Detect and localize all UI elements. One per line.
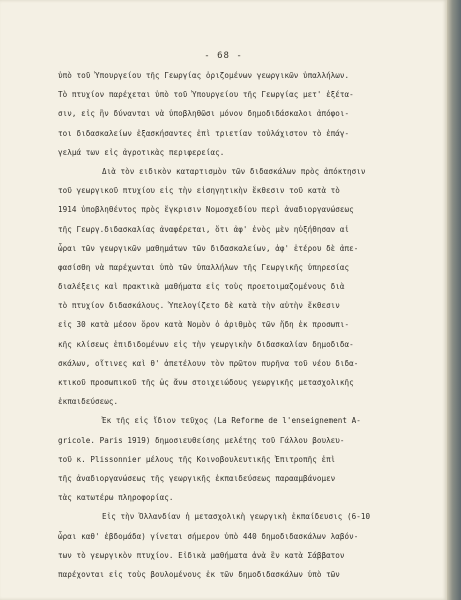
text-line: εἰς 30 κατὰ μέσον ὅρον κατὰ Νομὸν ὁ ἀριθμὸς τῶν ἤδη ἐκ προσωπι- [58, 320, 350, 330]
text-line: τῆς Γεωργ.διδασκαλίας ἀναφέρεται, ὅτι ἀφ' ἑνὸς μὲν ηὐξήθησαν αἱ [58, 224, 350, 234]
text-line: σκάλων, οἵτινες καὶ θ' ἀπετέλουν τὸν πρῶτον πυρῆνα τοῦ νέου διδα- [58, 358, 359, 368]
text-line: κῆς κλίσεως ἐπιδιδομένων εἰς τὴν γεωργικὴν διδασκαλίαν δημοδιδα- [58, 339, 354, 349]
text-line: ἐκπαιδεύσεως. [58, 397, 119, 407]
text-line: τοι διδασκαλείων ἐξασκήσαντες ἐπὶ τριετίαν τοὐλάχιστον τὸ ἐπάγ- [58, 128, 350, 138]
text-line: γελμά των εἰς ἀγροτικὰς περιφερείας. [58, 147, 225, 157]
text-line: τῆς ἀναδιοργανώσεως τῆς γεωργικῆς ἐκπαιδεύσεως παρααμβάνομεν [58, 473, 336, 483]
text-line: Διὰ τὸν ειδικὸν καταρτισμὸν τῶν διδασκάλων πρὸς ἀπόκτησιν [102, 166, 366, 176]
text-line: τὰς κατωτέρω πληροφορίας. [58, 493, 174, 503]
page-number: - 68 - [204, 51, 243, 61]
text-line: τὸ πτυχίον διδασκάλους. Ὑπελογίζετο δὲ κατὰ τὴν αὐτὴν ἔκθεσιν [58, 301, 340, 311]
body-text [58, 66, 428, 584]
text-line: Τὸ πτυχίον παρέχεται ὑπὸ τοῦ Ὑπουργείου τῆς Γεωργίας μετ' ἐξέτα- [58, 90, 354, 100]
text-line: διαλέξεις καὶ πρακτικὰ μαθήματα εἰς τοὺς προετοιμαζομένους διὰ [58, 282, 345, 292]
text-line: ὧραι καθ' ἑβδομάδα) γίνεται σήμερον ὑπὸ 440 δημοδιδασκάλων λαβόν- [58, 531, 359, 541]
text-line: Εἰς τὴν Ὁλλανδίαν ἡ μετασχολικὴ γεωργικὴ ἐκπαίδευσις (6-10 [102, 512, 371, 522]
text-line: 1914 ὑποβληθέντος πρὸς ἔγκρισιν Νομοσχεδίου περὶ ἀναδιοργανώσεως [58, 205, 354, 215]
text-line: τοῦ γεωργικοῦ πτυχίου εἰς τὴν εἰσηγητικὴν ἔκθεσιν τοῦ κατὰ τὸ [58, 186, 340, 196]
text-line: των τὸ γεωργικὸν πτυχίον. Εἰδικὰ μαθήματα ἀνὰ ἓν κατὰ Σάββατον [58, 550, 345, 560]
text-line: κτικοῦ προσωπικοῦ τῆς ὡς ἄνω στοιχειώδους γεωργικῆς μετασχολικῆς [58, 378, 354, 387]
text-line: gricole. Paris 1919) δημοσιευθείσης μελέτης τοῦ Γάλλου βουλευ- [58, 435, 345, 445]
binder-edge [447, 0, 461, 600]
text-line: τοῦ κ. Plissonnier μέλους τῆς Κοινοβουλευτικῆς Ἐπιτροπῆς ἐπὶ [58, 454, 336, 464]
text-line: φασίσθη νὰ παρέχωνται ὑπὸ τῶν ὑπαλλήλων τῆς Γεωργικῆς ὑπηρεσίας [58, 262, 350, 272]
text-line: σιν, εἰς ἣν δύνανται νὰ ὑποβληθῶσι μόνον δημοδιδάσκαλοι ἀπόφοι- [58, 109, 350, 119]
text-line: Ἐκ τῆς εἰς ἴδιον τεῦχος (La Reforme de l'enseignement A- [102, 416, 361, 426]
text-line: ὧραι τῶν γεωργικῶν μαθημάτων τῶν διδασκαλείων, ἀφ' ἑτέρου δὲ ἀπε- [58, 243, 359, 253]
text-line: παρέχονται εἰς τοὺς βουλομένους ἐκ τῶν δημοδιδασκάλων ὑπὸ τῶν [58, 569, 340, 579]
text-line: ὑπὸ τοῦ Ὑπουργείου τῆς Γεωργίας ὁριζομένων γεωργικῶν ὑπαλλήλων. [58, 71, 350, 80]
